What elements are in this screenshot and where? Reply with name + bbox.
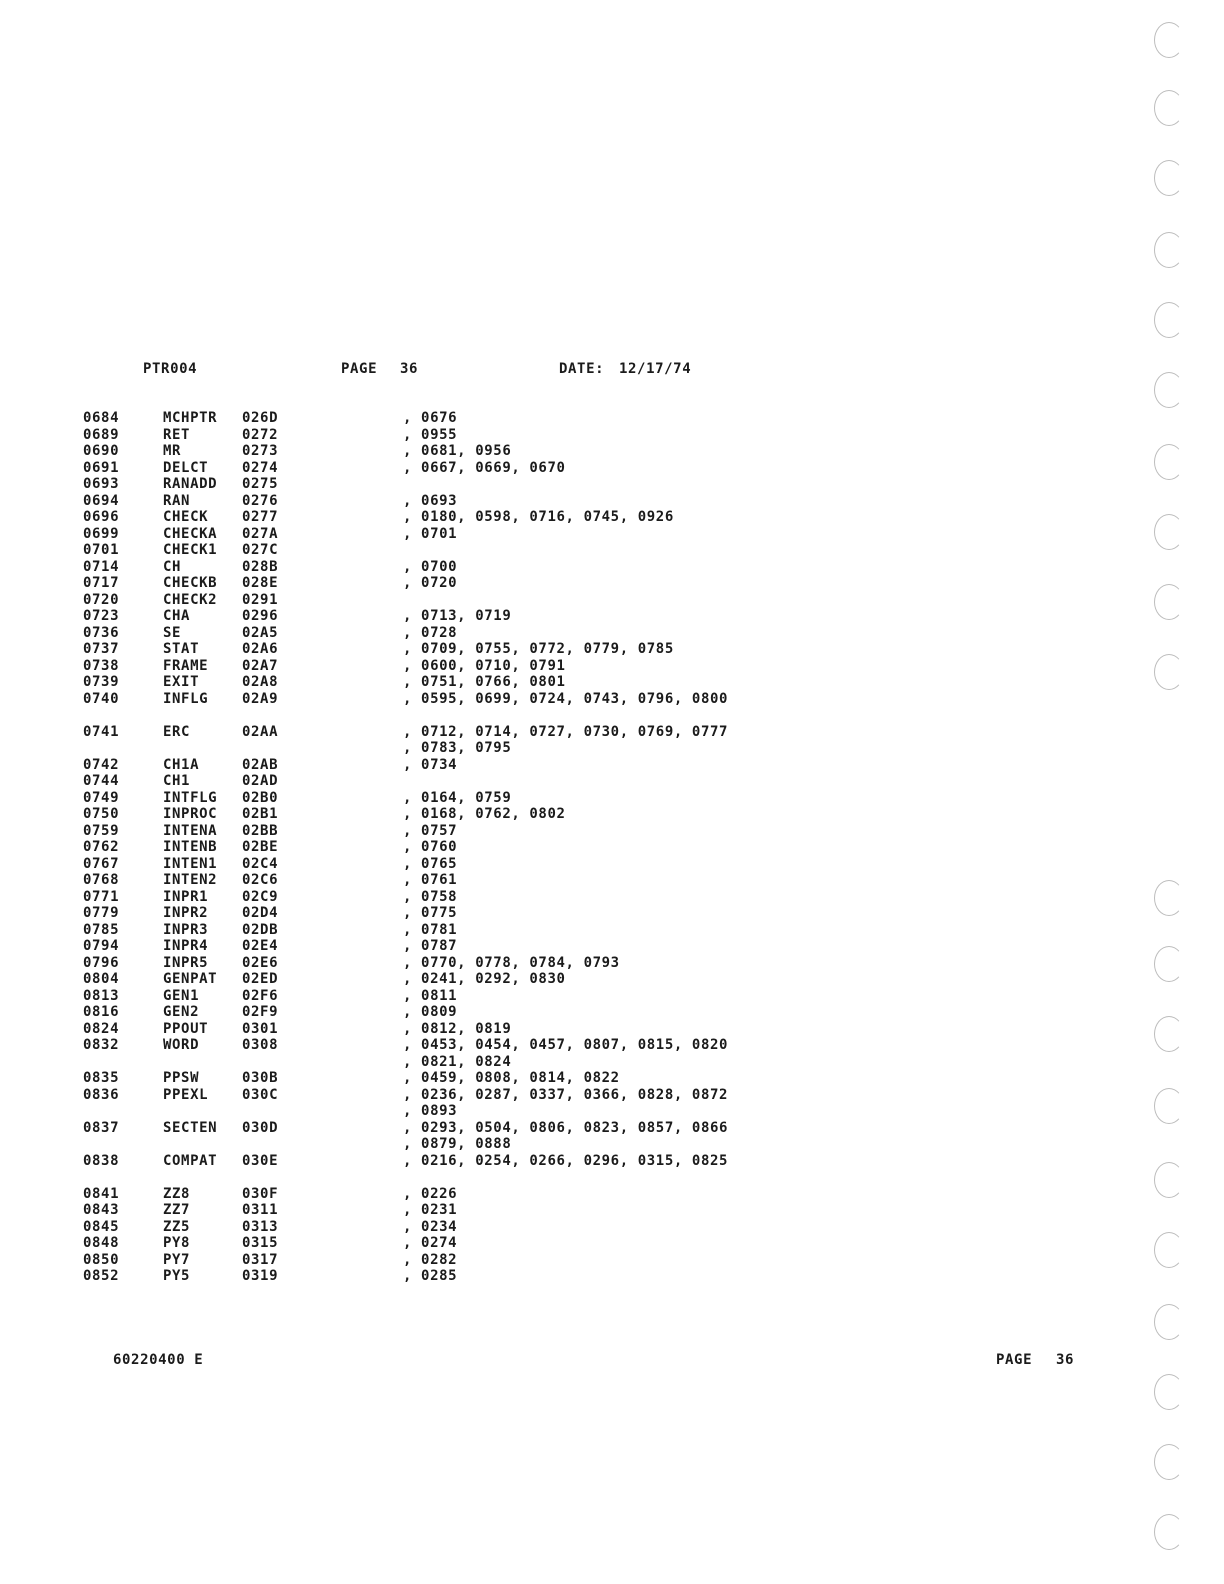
symbol-address: 028B	[242, 558, 279, 575]
listing-row	[0, 476, 1224, 493]
line-number: 0694	[83, 492, 120, 509]
line-number: 0738	[83, 657, 120, 674]
symbol-name: INPR5	[163, 954, 209, 971]
symbol-address: 030C	[242, 1086, 279, 1103]
symbol-name: FRAME	[163, 657, 209, 674]
line-number: 0767	[83, 855, 120, 872]
listing-row	[0, 658, 1224, 675]
symbol-address: 0274	[242, 459, 279, 476]
listing-row	[0, 823, 1224, 840]
symbol-name: INFLG	[163, 690, 209, 707]
date-label: DATE:	[559, 361, 605, 377]
binder-hole	[1154, 1444, 1184, 1480]
listing-row	[0, 1268, 1224, 1285]
line-number: 0742	[83, 756, 120, 773]
symbol-name: ZZ5	[163, 1218, 191, 1235]
line-number: 0699	[83, 525, 120, 542]
reference-list: , 0216, 0254, 0266, 0296, 0315, 0825	[403, 1152, 729, 1169]
symbol-name: STAT	[163, 641, 200, 657]
listing-row	[0, 938, 1224, 955]
listing-row	[0, 559, 1224, 576]
symbol-name: ZZ7	[163, 1202, 191, 1218]
line-number: 0693	[83, 476, 120, 492]
symbol-address: 0315	[242, 1235, 279, 1251]
binder-hole	[1154, 1232, 1184, 1268]
symbol-address: 030B	[242, 1070, 279, 1086]
line-number: 0794	[83, 938, 120, 954]
line-number: 0739	[83, 674, 120, 690]
page-label: PAGE	[341, 361, 378, 377]
line-number: 0832	[83, 1037, 120, 1053]
symbol-name: INPR2	[163, 905, 209, 921]
symbol-name: ERC	[163, 723, 191, 740]
listing-row	[0, 757, 1224, 774]
symbol-address: 0319	[242, 1268, 279, 1284]
symbol-name: RANADD	[163, 476, 218, 492]
symbol-name: RET	[163, 426, 191, 443]
program-name: PTR004	[143, 361, 198, 377]
reference-list: , 0893	[403, 1103, 458, 1119]
line-number: 0779	[83, 905, 120, 921]
reference-list: , 0757	[403, 822, 458, 839]
listing-row	[0, 905, 1224, 922]
symbol-address: 0308	[242, 1037, 279, 1053]
symbol-address: 02F9	[242, 1004, 279, 1020]
binder-hole	[1154, 232, 1184, 268]
symbol-address: 02BE	[242, 839, 279, 855]
symbol-address: 02AA	[242, 723, 279, 740]
binder-hole	[1154, 90, 1184, 126]
symbol-address: 02A7	[242, 657, 279, 674]
line-number: 0691	[83, 459, 120, 476]
listing-row	[0, 691, 1224, 708]
symbol-address: 02A8	[242, 674, 279, 690]
listing-row	[0, 1153, 1224, 1170]
reference-list: , 0728	[403, 624, 458, 641]
symbol-name: INTFLG	[163, 789, 218, 806]
listing-row	[0, 542, 1224, 559]
symbol-address: 0301	[242, 1020, 279, 1037]
symbol-address: 0317	[242, 1251, 279, 1268]
listing-row	[0, 592, 1224, 609]
listing-row	[0, 872, 1224, 889]
reference-list: , 0164, 0759	[403, 789, 512, 806]
listing-continuation-row	[0, 1136, 1224, 1153]
reference-list: , 0775	[403, 905, 458, 921]
symbol-name: PY8	[163, 1235, 191, 1251]
symbol-address: 030E	[242, 1152, 279, 1169]
binder-hole	[1154, 1088, 1184, 1124]
symbol-address: 02C6	[242, 872, 279, 888]
binder-hole	[1154, 372, 1184, 408]
reference-list: , 0955	[403, 426, 458, 443]
listing-row	[0, 790, 1224, 807]
symbol-address: 0296	[242, 608, 279, 624]
listing-row	[0, 724, 1224, 741]
symbol-name: INTEN1	[163, 855, 218, 872]
symbol-name: PY5	[163, 1268, 191, 1284]
reference-list: , 0459, 0808, 0814, 0822	[403, 1070, 620, 1086]
symbol-address: 02ED	[242, 971, 279, 987]
listing-row	[0, 773, 1224, 790]
binder-hole	[1154, 654, 1184, 690]
listing-row	[0, 1004, 1224, 1021]
reference-list: , 0595, 0699, 0724, 0743, 0796, 0800	[403, 690, 729, 707]
reference-list: , 0712, 0714, 0727, 0730, 0769, 0777	[403, 723, 729, 740]
listing-row	[0, 427, 1224, 444]
symbol-name: CHECKB	[163, 575, 218, 591]
symbol-address: 02DB	[242, 921, 279, 938]
footer-page-number: 36	[1056, 1352, 1075, 1368]
line-number: 0684	[83, 410, 120, 426]
reference-list: , 0600, 0710, 0791	[403, 657, 566, 674]
symbol-address: 02E6	[242, 954, 279, 971]
listing-row	[0, 493, 1224, 510]
binder-hole	[1154, 302, 1184, 338]
symbol-name: ZZ8	[163, 1185, 191, 1202]
symbol-address: 02B0	[242, 789, 279, 806]
symbol-address: 030F	[242, 1185, 279, 1202]
symbol-address: 02BB	[242, 822, 279, 839]
binder-hole	[1154, 1162, 1184, 1198]
listing-row	[0, 1070, 1224, 1087]
listing-row	[0, 608, 1224, 625]
symbol-address: 0313	[242, 1218, 279, 1235]
symbol-address: 02A6	[242, 641, 279, 657]
reference-list: , 0811	[403, 987, 458, 1004]
symbol-address: 0291	[242, 591, 279, 608]
reference-list: , 0282	[403, 1251, 458, 1268]
symbol-address: 02AD	[242, 773, 279, 789]
line-number: 0771	[83, 888, 120, 905]
listing-row	[0, 460, 1224, 477]
listing-row	[0, 839, 1224, 856]
listing-row	[0, 1202, 1224, 1219]
reference-list: , 0770, 0778, 0784, 0793	[403, 954, 620, 971]
line-number: 0835	[83, 1070, 120, 1086]
symbol-name: INPR1	[163, 888, 209, 905]
line-number: 0740	[83, 690, 120, 707]
listing-row	[0, 1087, 1224, 1104]
symbol-name: CHECK	[163, 509, 209, 525]
line-number: 0720	[83, 591, 120, 608]
line-number: 0696	[83, 509, 120, 525]
listing-row	[0, 856, 1224, 873]
binder-hole	[1154, 946, 1184, 982]
reference-list: , 0783, 0795	[403, 740, 512, 756]
listing-row	[0, 971, 1224, 988]
line-number: 0762	[83, 839, 120, 855]
symbol-address: 02AB	[242, 756, 279, 773]
reference-list: , 0681, 0956	[403, 443, 512, 459]
symbol-name: INTEN2	[163, 872, 218, 888]
listing-row	[0, 922, 1224, 939]
symbol-name: GENPAT	[163, 971, 218, 987]
symbol-address: 030D	[242, 1119, 279, 1136]
line-number: 0690	[83, 443, 120, 459]
reference-list: , 0809	[403, 1004, 458, 1020]
reference-list: , 0812, 0819	[403, 1020, 512, 1037]
listing-row	[0, 625, 1224, 642]
document-number: 60220400 E	[113, 1352, 204, 1368]
symbol-name: CHECK2	[163, 591, 218, 608]
reference-list: , 0758	[403, 888, 458, 905]
reference-list: , 0234	[403, 1218, 458, 1235]
reference-list: , 0709, 0755, 0772, 0779, 0785	[403, 641, 674, 657]
line-number: 0785	[83, 921, 120, 938]
listing-row	[0, 526, 1224, 543]
listing-row	[0, 806, 1224, 823]
symbol-name: CH	[163, 558, 182, 575]
symbol-address: 0275	[242, 476, 279, 492]
binder-hole	[1154, 444, 1184, 480]
reference-list: , 0713, 0719	[403, 608, 512, 624]
listing-row	[0, 509, 1224, 526]
symbol-name: CHECKA	[163, 525, 218, 542]
binder-hole	[1154, 1374, 1184, 1410]
line-number: 0744	[83, 773, 120, 789]
symbol-name: INPR3	[163, 921, 209, 938]
line-number: 0824	[83, 1020, 120, 1037]
symbol-name: WORD	[163, 1037, 200, 1053]
line-number: 0717	[83, 575, 120, 591]
line-number: 0837	[83, 1119, 120, 1136]
reference-list: , 0734	[403, 756, 458, 773]
listing-row	[0, 575, 1224, 592]
listing-continuation-row	[0, 740, 1224, 757]
symbol-name: DELCT	[163, 459, 209, 476]
reference-list: , 0180, 0598, 0716, 0745, 0926	[403, 509, 674, 525]
symbol-name: MCHPTR	[163, 410, 218, 426]
line-number: 0841	[83, 1185, 120, 1202]
symbol-address: 028E	[242, 575, 279, 591]
symbol-name: GEN2	[163, 1004, 200, 1020]
listing-row	[0, 443, 1224, 460]
symbol-name: SECTEN	[163, 1119, 218, 1136]
line-number: 0836	[83, 1086, 120, 1103]
symbol-address: 0273	[242, 443, 279, 459]
line-number: 0852	[83, 1268, 120, 1284]
line-number: 0838	[83, 1152, 120, 1169]
reference-list: , 0168, 0762, 0802	[403, 806, 566, 822]
symbol-name: INTENB	[163, 839, 218, 855]
reference-list: , 0693	[403, 492, 458, 509]
reference-list: , 0285	[403, 1268, 458, 1284]
symbol-address: 02B1	[242, 806, 279, 822]
symbol-address: 026D	[242, 410, 279, 426]
reference-list: , 0751, 0766, 0801	[403, 674, 566, 690]
listing-row	[0, 641, 1224, 658]
binder-holes	[1150, 0, 1210, 1584]
reference-list: , 0821, 0824	[403, 1053, 512, 1070]
reference-list: , 0879, 0888	[403, 1136, 512, 1152]
symbol-name: MR	[163, 443, 182, 459]
symbol-address: 027C	[242, 542, 279, 558]
binder-hole	[1154, 1514, 1184, 1550]
listing-continuation-row	[0, 1054, 1224, 1071]
line-number: 0804	[83, 971, 120, 987]
symbol-address: 02E4	[242, 938, 279, 954]
listing-row	[0, 1186, 1224, 1203]
reference-list: , 0700	[403, 558, 458, 575]
symbol-address: 0272	[242, 426, 279, 443]
symbol-address: 02D4	[242, 905, 279, 921]
date-value: 12/17/74	[619, 361, 692, 377]
line-number: 0813	[83, 987, 120, 1004]
reference-list: , 0241, 0292, 0830	[403, 971, 566, 987]
reference-list: , 0236, 0287, 0337, 0366, 0828, 0872	[403, 1086, 729, 1103]
reference-list: , 0760	[403, 839, 458, 855]
binder-hole	[1154, 584, 1184, 620]
symbol-address: 0311	[242, 1202, 279, 1218]
reference-list: , 0453, 0454, 0457, 0807, 0815, 0820	[403, 1037, 729, 1053]
symbol-address: 0276	[242, 492, 279, 509]
reference-list: , 0226	[403, 1185, 458, 1202]
symbol-name: PPEXL	[163, 1086, 209, 1103]
symbol-address: 0277	[242, 509, 279, 525]
symbol-name: RAN	[163, 492, 191, 509]
line-number: 0768	[83, 872, 120, 888]
listing-row	[0, 410, 1224, 427]
reference-list: , 0720	[403, 575, 458, 591]
symbol-address: 02C4	[242, 855, 279, 872]
line-number: 0741	[83, 723, 120, 740]
binder-hole	[1154, 1304, 1184, 1340]
symbol-name: PY7	[163, 1251, 191, 1268]
listing-row	[0, 988, 1224, 1005]
listing-row	[0, 1235, 1224, 1252]
line-number: 0737	[83, 641, 120, 657]
cross-reference-listing	[0, 410, 1224, 1285]
listing-row	[0, 674, 1224, 691]
symbol-address: 02A5	[242, 624, 279, 641]
line-number: 0843	[83, 1202, 120, 1218]
line-number: 0850	[83, 1251, 120, 1268]
listing-continuation-row	[0, 1103, 1224, 1120]
reference-list: , 0676	[403, 410, 458, 426]
page-number: 36	[400, 361, 419, 377]
symbol-name: CH1	[163, 773, 191, 789]
reference-list: , 0787	[403, 938, 458, 954]
symbol-name: CHA	[163, 608, 191, 624]
listing-row	[0, 1037, 1224, 1054]
reference-list: , 0761	[403, 872, 458, 888]
symbol-address: 027A	[242, 525, 279, 542]
line-number: 0736	[83, 624, 120, 641]
binder-hole	[1154, 514, 1184, 550]
symbol-address: 02A9	[242, 690, 279, 707]
symbol-name: PPOUT	[163, 1020, 209, 1037]
line-number: 0689	[83, 426, 120, 443]
line-number: 0845	[83, 1218, 120, 1235]
line-number: 0750	[83, 806, 120, 822]
symbol-name: CH1A	[163, 756, 200, 773]
reference-list: , 0701	[403, 525, 458, 542]
symbol-name: EXIT	[163, 674, 200, 690]
binder-hole	[1154, 22, 1184, 58]
binder-hole	[1154, 1016, 1184, 1052]
reference-list: , 0274	[403, 1235, 458, 1251]
line-number: 0749	[83, 789, 120, 806]
symbol-name: GEN1	[163, 987, 200, 1004]
line-number: 0714	[83, 558, 120, 575]
symbol-name: CHECK1	[163, 542, 218, 558]
line-number: 0723	[83, 608, 120, 624]
line-number: 0816	[83, 1004, 120, 1020]
reference-list: , 0781	[403, 921, 458, 938]
symbol-name: COMPAT	[163, 1152, 218, 1169]
symbol-name: INPR4	[163, 938, 209, 954]
reference-list: , 0293, 0504, 0806, 0823, 0857, 0866	[403, 1119, 729, 1136]
listing-row	[0, 1252, 1224, 1269]
line-number: 0796	[83, 954, 120, 971]
listing-row	[0, 1120, 1224, 1137]
symbol-address: 02C9	[242, 888, 279, 905]
binder-hole	[1154, 160, 1184, 196]
reference-list: , 0765	[403, 855, 458, 872]
listing-row	[0, 955, 1224, 972]
reference-list: , 0667, 0669, 0670	[403, 459, 566, 476]
symbol-name: PPSW	[163, 1070, 200, 1086]
listing-row	[0, 889, 1224, 906]
footer-page-label: PAGE	[996, 1352, 1033, 1368]
line-number: 0848	[83, 1235, 120, 1251]
listing-row	[0, 1219, 1224, 1236]
symbol-name: SE	[163, 624, 182, 641]
line-number: 0759	[83, 822, 120, 839]
symbol-name: INTENA	[163, 822, 218, 839]
binder-hole	[1154, 880, 1184, 916]
symbol-name: INPROC	[163, 806, 218, 822]
listing-row	[0, 1021, 1224, 1038]
line-number: 0701	[83, 542, 120, 558]
reference-list: , 0231	[403, 1202, 458, 1218]
symbol-address: 02F6	[242, 987, 279, 1004]
